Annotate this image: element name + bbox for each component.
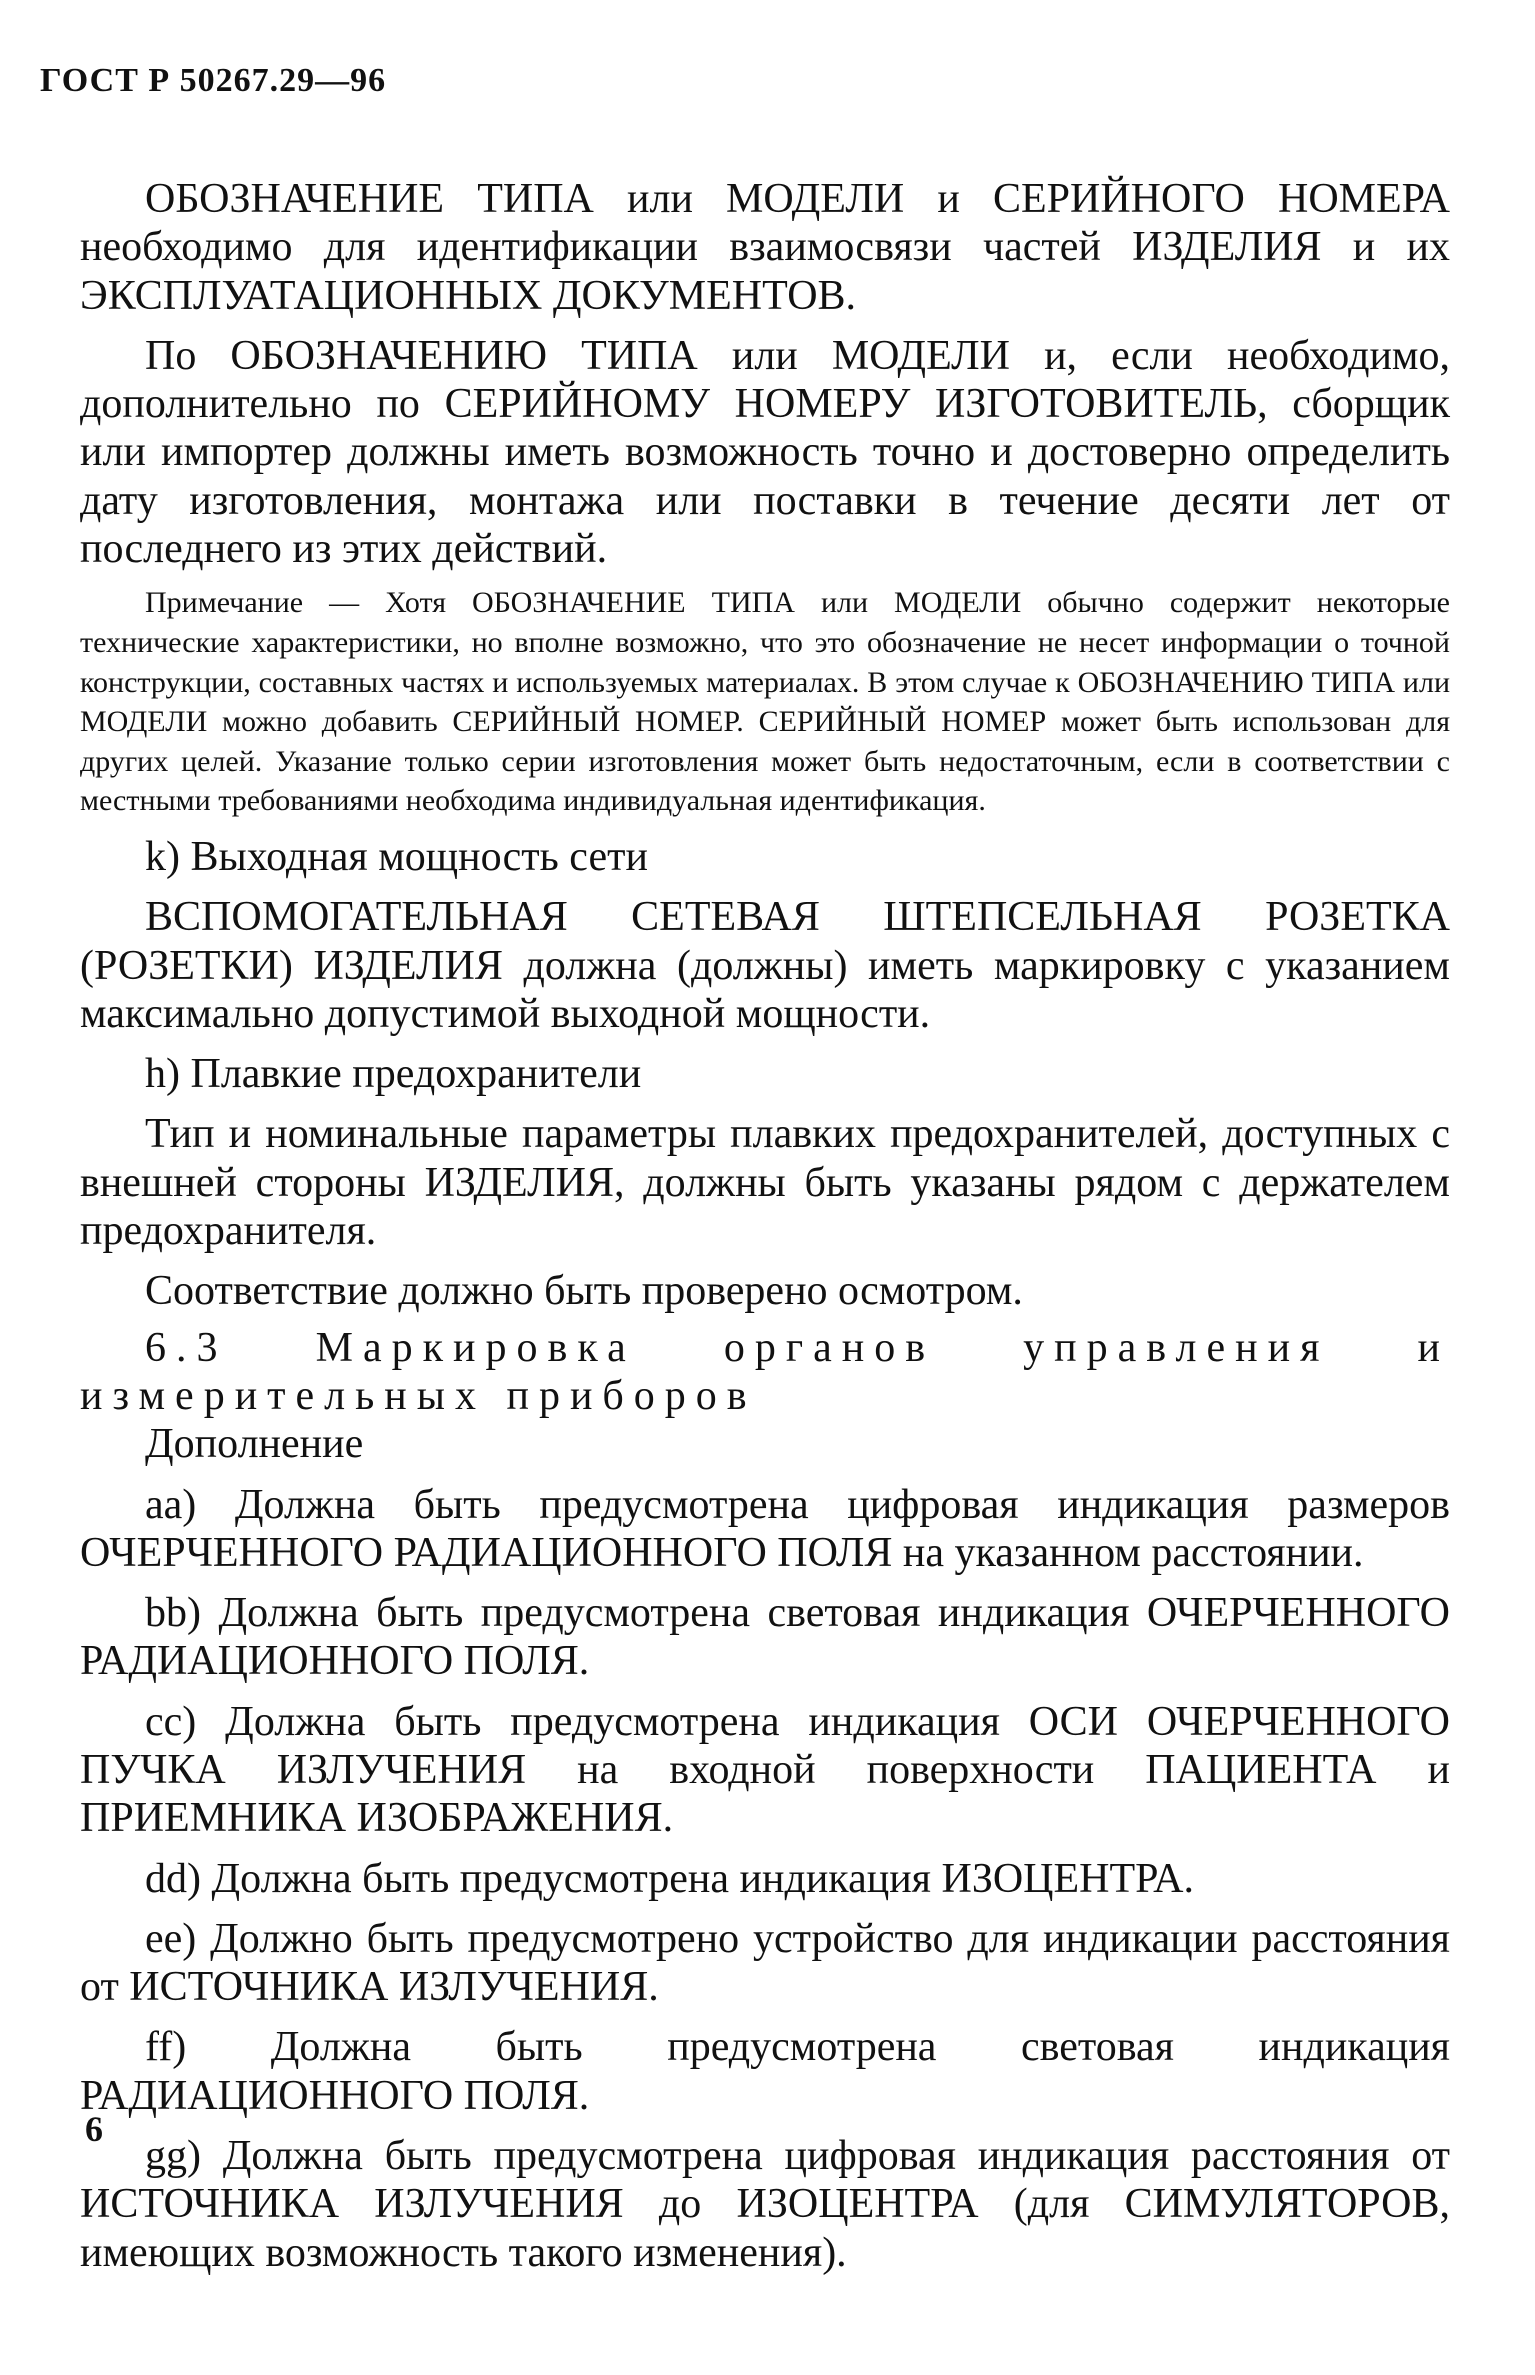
document-header: ГОСТ Р 50267.29—96: [40, 62, 387, 99]
supplement-label: Дополнение: [145, 1421, 364, 1468]
paragraph-serial-number: По ОБОЗНАЧЕНИЮ ТИПА или МОДЕЛИ и, если необходимо, дополнительно по СЕРИЙНОМУ НОМЕРУ ИЗГОТОВИТЕЛЬ, сборщик или импортер должны иметь возможность точно и достоверно определить дату изготовления, монтажа или поставки в течение десяти лет от последнего из этих действий.: [80, 332, 1450, 573]
body-text: [80, 175, 1450, 2277]
item-cc: cc) Должна быть предусмотрена индикация ОСИ ОЧЕРЧЕННОГО ПУЧКА ИЗЛУЧЕНИЯ на входной поверхности ПАЦИЕНТА и ПРИЕМНИКА ИЗОБРАЖЕНИЯ.: [80, 1698, 1450, 1842]
item-bb: bb) Должна быть предусмотрена световая индикация ОЧЕРЧЕННОГО РАДИАЦИОННОГО ПОЛЯ.: [80, 1590, 1450, 1685]
item-h-text: Тип и номинальные параметры плавких предохранителей, доступных с внешней стороны ИЗДЕЛИЯ, должны быть указаны рядом с держателем предохранителя.: [80, 1111, 1450, 1255]
compliance-check: Соответствие должно быть проверено осмотром.: [145, 1268, 1023, 1315]
item-k-heading: k) Выходная мощность сети: [145, 833, 648, 880]
item-dd: dd) Должна быть предусмотрена индикация ИЗОЦЕНТРА.: [145, 1855, 1194, 1902]
item-gg: gg) Должна быть предусмотрена цифровая индикация расстояния от ИСТОЧНИКА ИЗЛУЧЕНИЯ до ИЗОЦЕНТРА (для СИМУЛЯТОРОВ, имеющих возможность такого изменения).: [80, 2133, 1450, 2276]
item-aa: aa) Должна быть предусмотрена цифровая индикация размеров ОЧЕРЧЕННОГО РАДИАЦИОННОГО ПОЛЯ на указанном расстоянии.: [80, 1481, 1450, 1576]
note-paragraph: Примечание — Хотя ОБОЗНАЧЕНИЕ ТИПА или МОДЕЛИ обычно содержит некоторые технические характеристики, но вполне возможно, что это обозначение не несет информации о точной конструкции, составных частях и используемых материалах. В этом случае к ОБОЗНАЧЕНИЮ ТИПА или МОДЕЛИ можно добавить СЕРИЙНЫЙ НОМЕР. СЕРИЙНЫЙ НОМЕР может быть использован для других целей. Указание только серии изготовления может быть недостаточным, если в соответствии с местными требованиями необходима индивидуальная идентификация.: [80, 586, 1450, 818]
item-k-text: ВСПОМОГАТЕЛЬНАЯ СЕТЕВАЯ ШТЕПСЕЛЬНАЯ РОЗЕТКА (РОЗЕТКИ) ИЗДЕЛИЯ должна (должны) иметь маркировку с указанием максимально допустимой выходной мощности.: [80, 894, 1450, 1037]
section-6-3-heading: 6.3 Маркировка органов управления и измерительных приборов: [80, 1324, 1450, 1419]
item-h-heading: h) Плавкие предохранители: [145, 1051, 642, 1098]
item-ff: ff) Должна быть предусмотрена световая индикация РАДИАЦИОННОГО ПОЛЯ.: [80, 2024, 1450, 2119]
item-ee: ee) Должно быть предусмотрено устройство для индикации расстояния от ИСТОЧНИКА ИЗЛУЧЕНИЯ.: [80, 1915, 1450, 2011]
page-number: 6: [85, 2109, 103, 2149]
paragraph-type-designation: ОБОЗНАЧЕНИЕ ТИПА или МОДЕЛИ и СЕРИЙНОГО НОМЕРА необходимо для идентификации взаимосвязи частей ИЗДЕЛИЯ и их ЭКСПЛУАТАЦИОННЫХ ДОКУМЕНТОВ.: [80, 176, 1450, 319]
